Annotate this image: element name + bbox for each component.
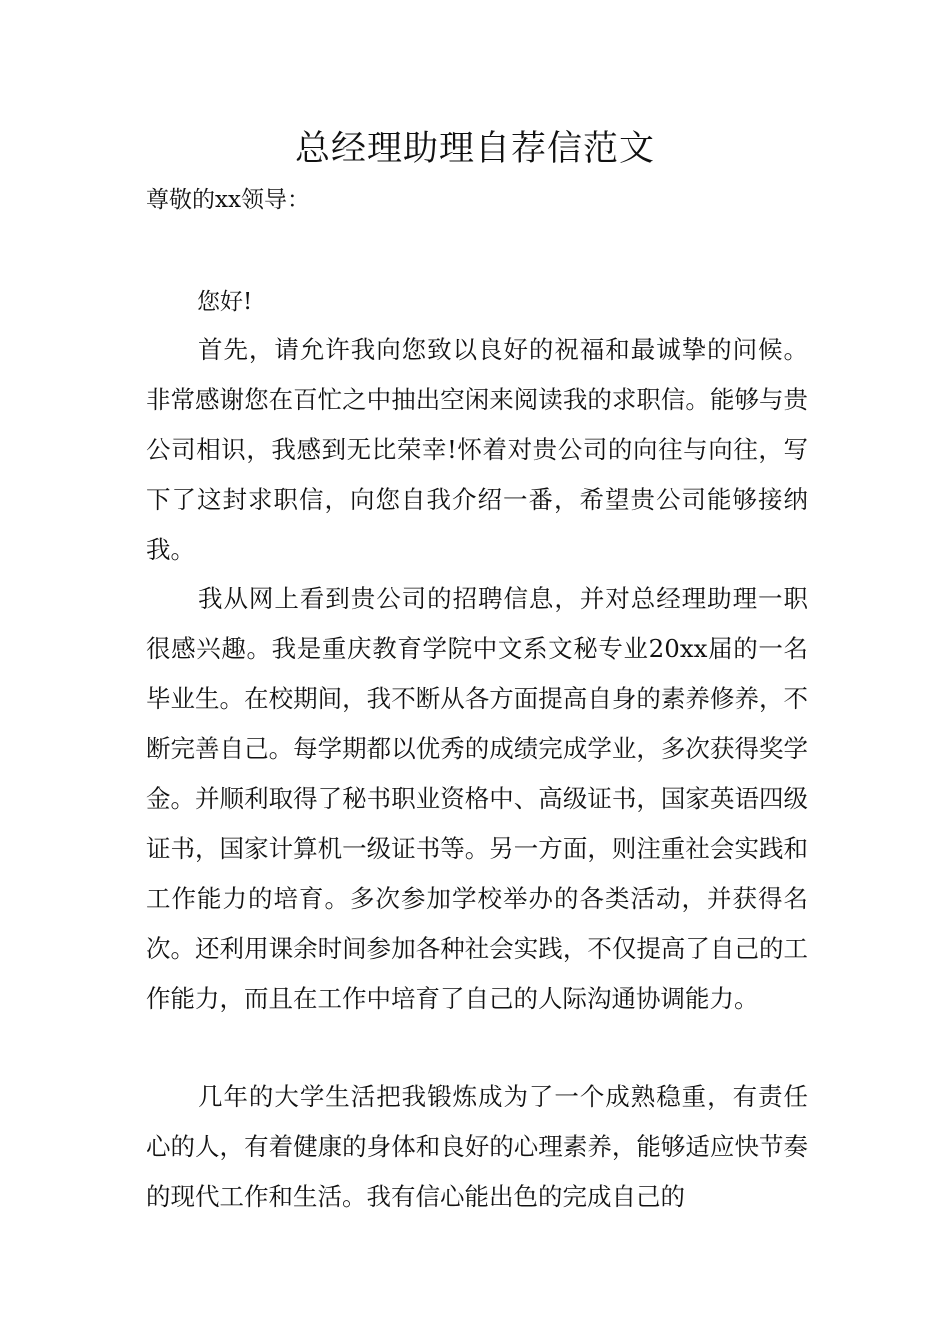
body-paragraph: 几年的大学生活把我锻炼成为了一个成熟稳重，有责任心的人，有着健康的身体和良好的心理素养，能够适应快节奏的现代工作和生活。我有信心能出色的完成自己的 xyxy=(146,1082,808,1211)
salutation: 尊敬的xx领导： xyxy=(146,187,310,213)
greeting: 您好! xyxy=(197,289,253,315)
body-paragraph: 首先，请允许我向您致以良好的祝福和最诚挚的问候。非常感谢您在百忙之中抽出空闲来阅读我的求职信。能够与贵公司相识，我感到无比荣幸!怀着对贵公司的向往与向往，写下了这封求职信，向您自我介绍一番，希望贵公司能够接纳我。 xyxy=(146,335,808,564)
document-title: 总经理助理自荐信范文 xyxy=(294,129,655,169)
body-paragraph: 我从网上看到贵公司的招聘信息，并对总经理助理一职很感兴趣。我是重庆教育学院中文系文秘专业20xx届的一名毕业生。在校期间，我不断从各方面提高自身的素养修养，不断完善自己。每学期都以优秀的成绩完成学业，多次获得奖学金。并顺利取得了秘书职业资格中、高级证书，国家英语四级证书，国家计算机一级证书等。另一方面，则注重社会实践和工作能力的培育。多次参加学校举办的各类活动，并获得名次。还利用课余时间参加各种社会实践，不仅提高了自己的工作能力，而且在工作中培育了自己的人际沟通协调能力。 xyxy=(146,584,808,1013)
